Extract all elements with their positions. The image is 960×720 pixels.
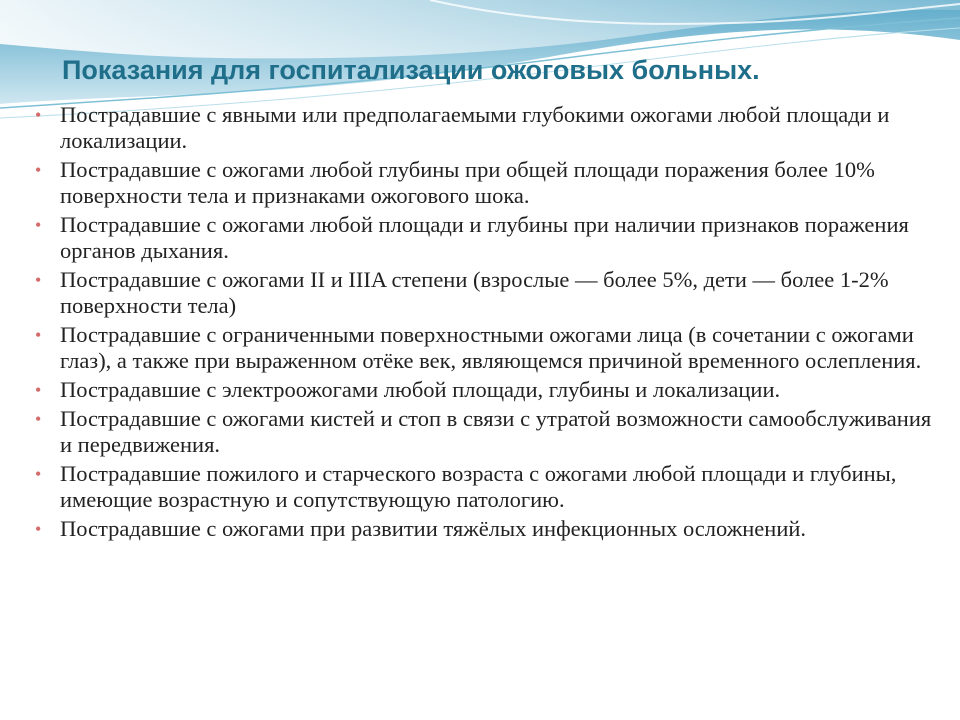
bullet-text: Пострадавшие с электроожогами любой площади, глубины и локализации. — [60, 377, 781, 402]
bullet-icon: • — [35, 380, 42, 400]
bullet-icon: • — [35, 464, 42, 484]
bullet-text: Пострадавшие пожилого и старческого возраста с ожогами любой площади и глубины, имеющие возрастную и сопутствующую патологию. — [60, 461, 897, 512]
list-item — [35, 516, 935, 542]
page-title: Показания для госпитализации ожоговых больных. — [62, 55, 760, 85]
list-item — [35, 267, 935, 319]
bullet-icon: • — [35, 409, 42, 429]
list-item — [35, 406, 935, 458]
list-item — [35, 212, 935, 264]
list-item — [35, 377, 935, 403]
bullet-icon: • — [35, 215, 42, 235]
bullet-icon: • — [35, 270, 42, 290]
bullet-text: Пострадавшие с ожогами любой глубины при общей площади поражения более 10% поверхности тела и признаками ожогового шока. — [60, 157, 875, 208]
bullet-text: Пострадавшие с ожогами при развитии тяжёлых инфекционных осложнений. — [60, 516, 807, 541]
bullet-icon: • — [35, 325, 42, 345]
list-item — [35, 102, 935, 154]
bullet-text: Пострадавшие с ожогами кистей и стоп в связи с утратой возможности самообслуживания и передвижения. — [60, 406, 932, 457]
bullet-icon: • — [35, 519, 42, 539]
bullet-icon: • — [35, 160, 42, 180]
list-item — [35, 461, 935, 513]
bullet-text: Пострадавшие с ограниченными поверхностными ожогами лица (в сочетании с ожогами глаз), а также при выраженном отёке век, являющемся причиной временного ослепления. — [60, 322, 922, 373]
bullet-list — [35, 102, 935, 545]
bullet-text: Пострадавшие с ожогами любой площади и глубины при наличии признаков поражения органов дыхания. — [60, 212, 909, 263]
list-item — [35, 157, 935, 209]
bullet-text: Пострадавшие с явными или предполагаемыми глубокими ожогами любой площади и локализации. — [60, 102, 890, 153]
bullet-text: Пострадавшие с ожогами II и IIIA степени (взрослые — более 5%, дети — более 1-2% поверхности тела) — [60, 267, 889, 318]
list-item — [35, 322, 935, 374]
bullet-icon: • — [35, 105, 42, 125]
